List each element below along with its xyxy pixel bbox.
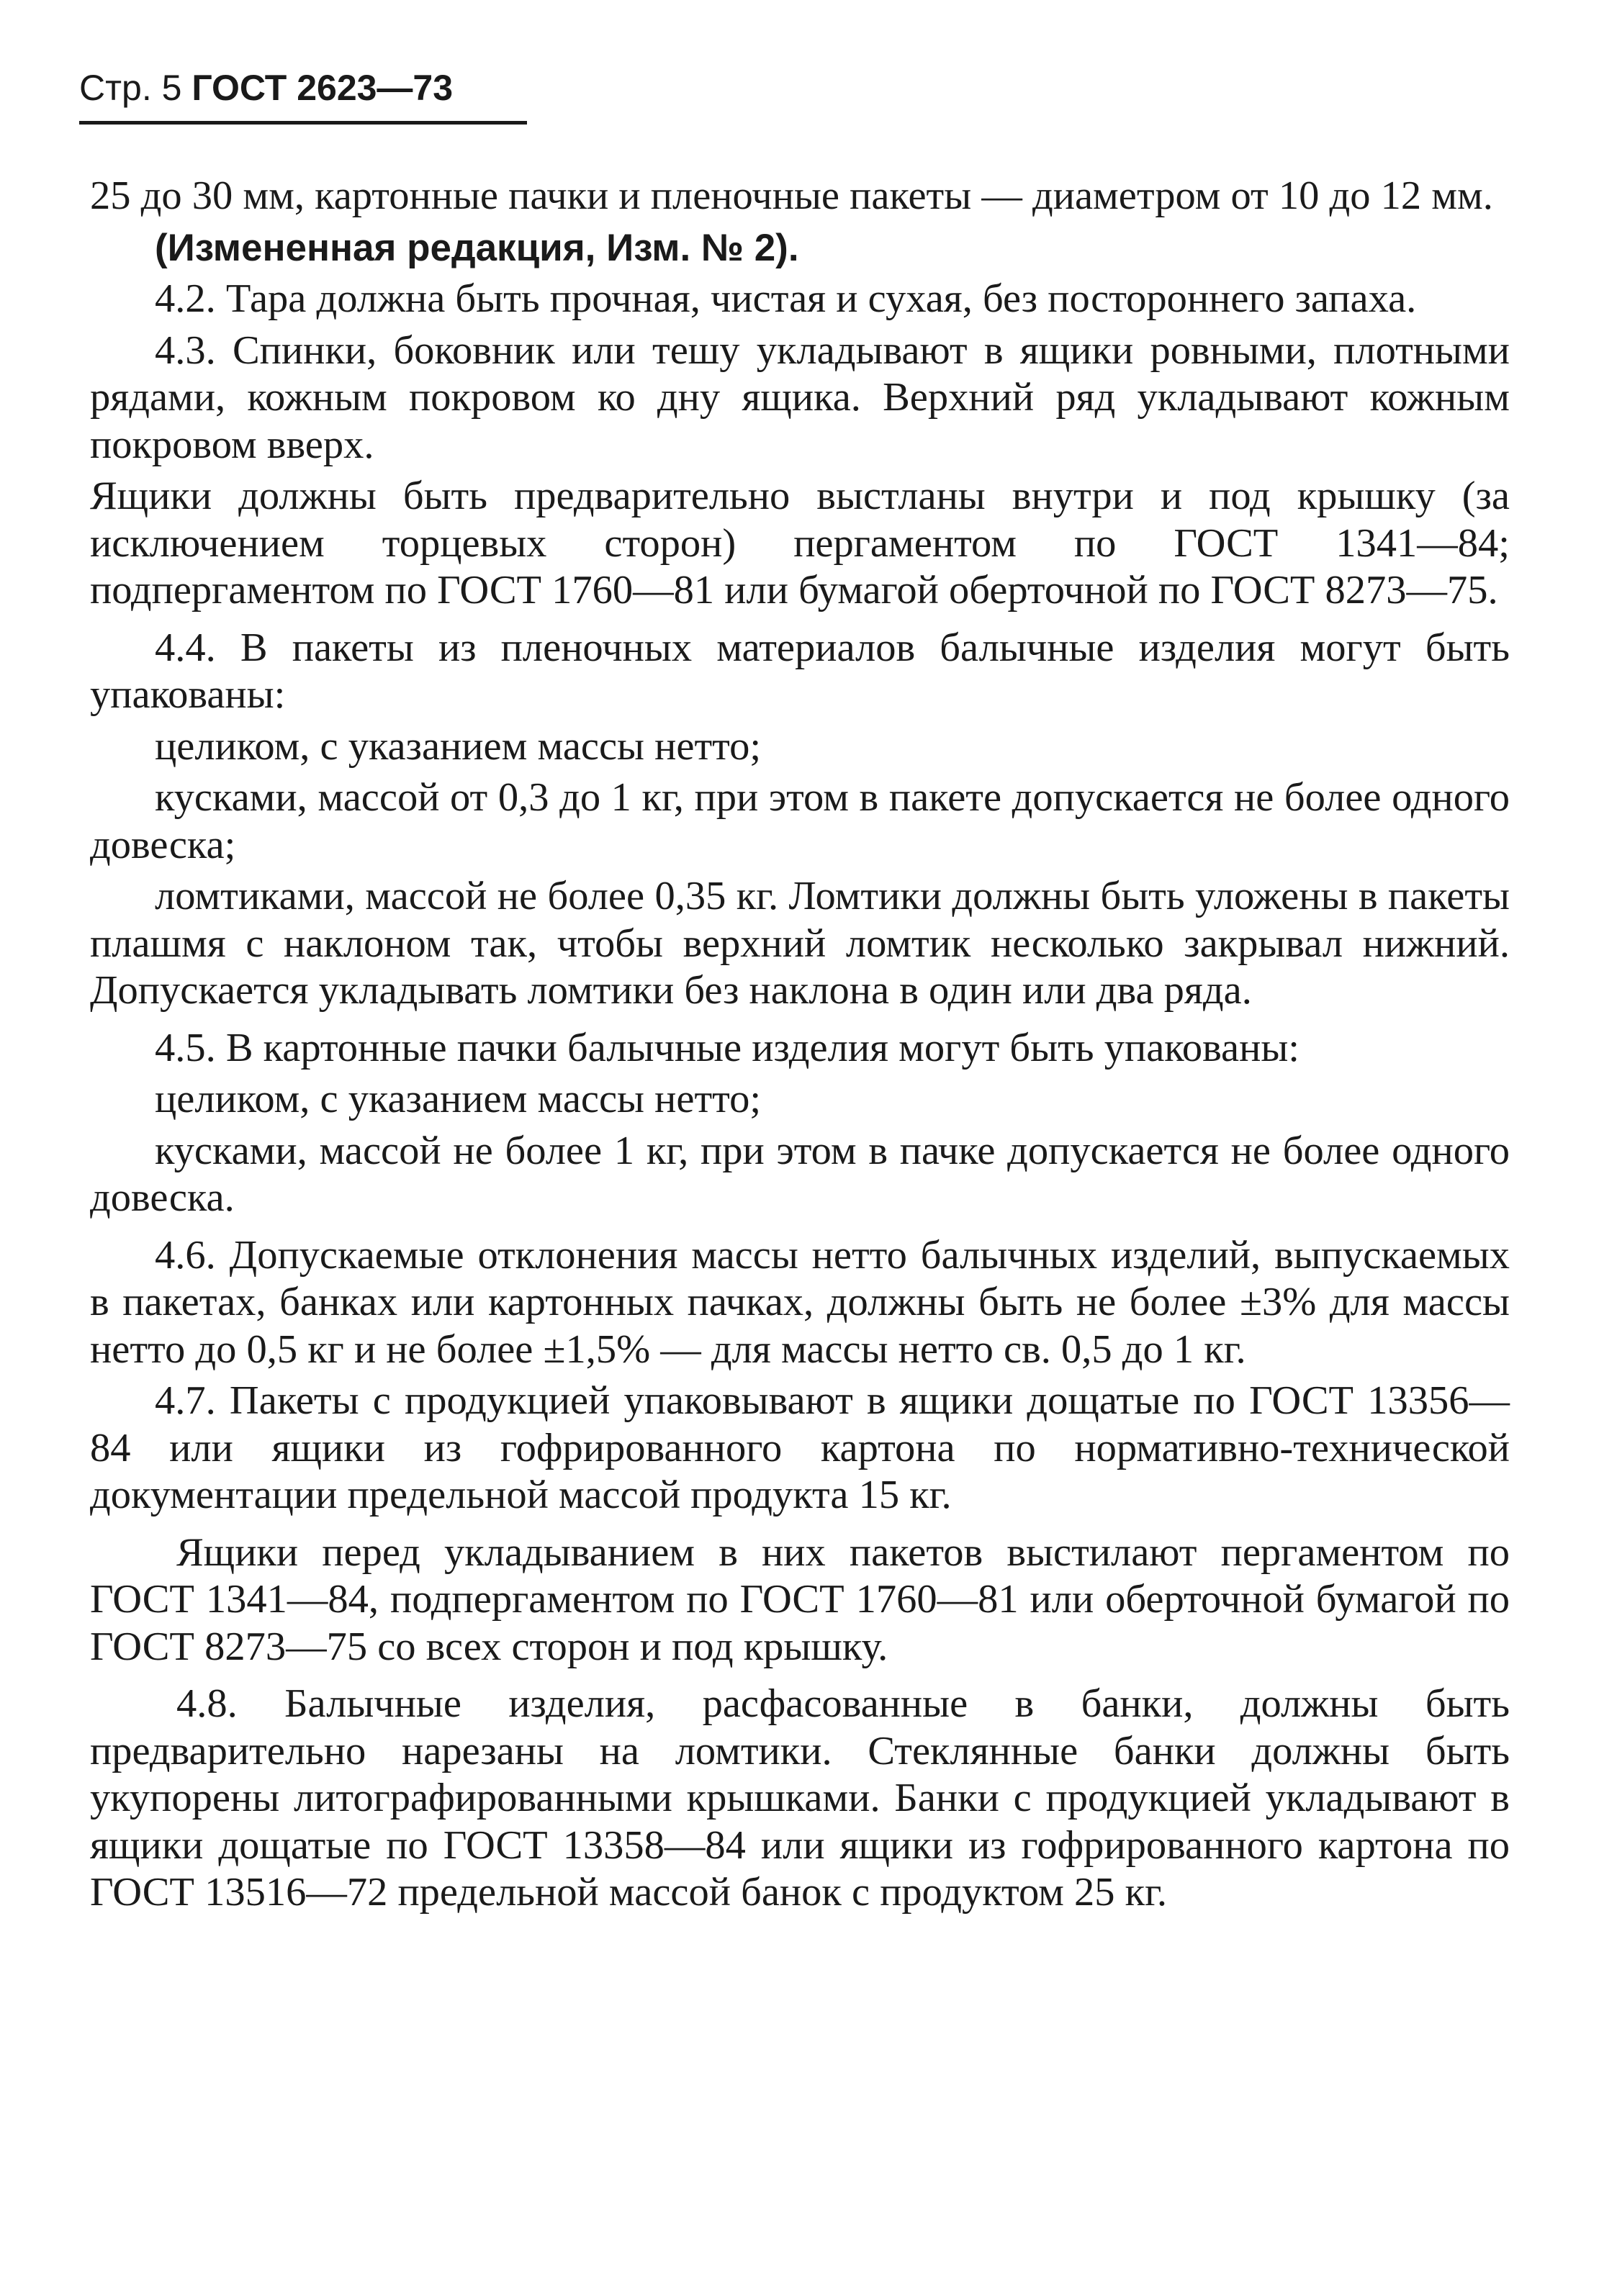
paragraph: Ящики перед укладыванием в них пакетов выстилают пергаментом по ГОСТ 1341—84, подпергаментом по ГОСТ 1760—81 или оберточной бумагой по ГОСТ 8273—75 со всех сторон и под крышку. [90,1529,1510,1669]
paragraph: Ящики должны быть предварительно выстланы внутри и под крышку (за исключением торцевых сторон) пергаментом по ГОСТ 1341—84; подпергаментом по ГОСТ 1760—81 или бумагой оберточной по ГОСТ 8273—75. [90,474,1510,613]
page-header [79,66,453,109]
list-item: целиком, с указанием массы нетто; [155,723,762,769]
list-item: кусками, массой не более 1 кг, при этом в пачке допускается не более одного довеска. [90,1128,1510,1220]
standard-id: ГОСТ 2623—73 [192,68,454,108]
amendment-note: (Измененная редакция, Изм. № 2). [155,226,799,269]
paragraph: 25 до 30 мм, картонные пачки и пленочные пакеты — диаметром от 10 до 12 мм. [90,173,1493,218]
clause-4-4: 4.4. В пакеты из пленочных материалов балычные изделия могут быть упакованы: [90,625,1510,717]
list-item: ломтиками, массой не более 0,35 кг. Ломтики должны быть уложены в пакеты плашмя с наклоном так, чтобы верхний ломтик несколько закрывал нижний. Допускается укладывать ломтики без наклона в один или два ряда. [90,874,1510,1013]
clause-4-6: 4.6. Допускаемые отклонения массы нетто балычных изделий, выпускаемых в пакетах, банках или картонных пачках, должны быть не более ±3% для массы нетто до 0,5 кг и не более ±1,5% — для массы нетто св. 0,5 до 1 кг. [90,1232,1510,1372]
clause-4-8: 4.8. Балычные изделия, расфасованные в банки, должны быть предварительно нарезаны на ломтики. Стеклянные банки должны быть укупорены литографированными крышками. Банки с продукцией укладывают в ящики дощатые по ГОСТ 13358—84 или ящики из гофрированного картона по ГОСТ 13516—72 предельной массой банок с продуктом 25 кг. [90,1681,1510,1915]
page-number: Стр. 5 [79,68,182,108]
clause-4-7: 4.7. Пакеты с продукцией упаковывают в ящики дощатые по ГОСТ 13356—84 или ящики из гофрированного картона по нормативно-технической документации предельной массой продукта 15 кг. [90,1378,1510,1517]
clause-4-3: 4.3. Спинки, боковник или тешу укладывают в ящики ровными, плотными рядами, кожным покровом ко дну ящика. Верхний ряд укладывают кожным покровом вверх. [90,327,1510,467]
list-item: кусками, массой от 0,3 до 1 кг, при этом в пакете допускается не более одного довеска; [90,775,1510,867]
header-rule [79,121,527,125]
clause-4-2: 4.2. Тара должна быть прочная, чистая и сухая, без постороннего запаха. [155,276,1417,321]
list-item: целиком, с указанием массы нетто; [155,1077,762,1121]
document-body [90,173,1510,1921]
clause-4-5: 4.5. В картонные пачки балычные изделия могут быть упакованы: [155,1025,1300,1070]
